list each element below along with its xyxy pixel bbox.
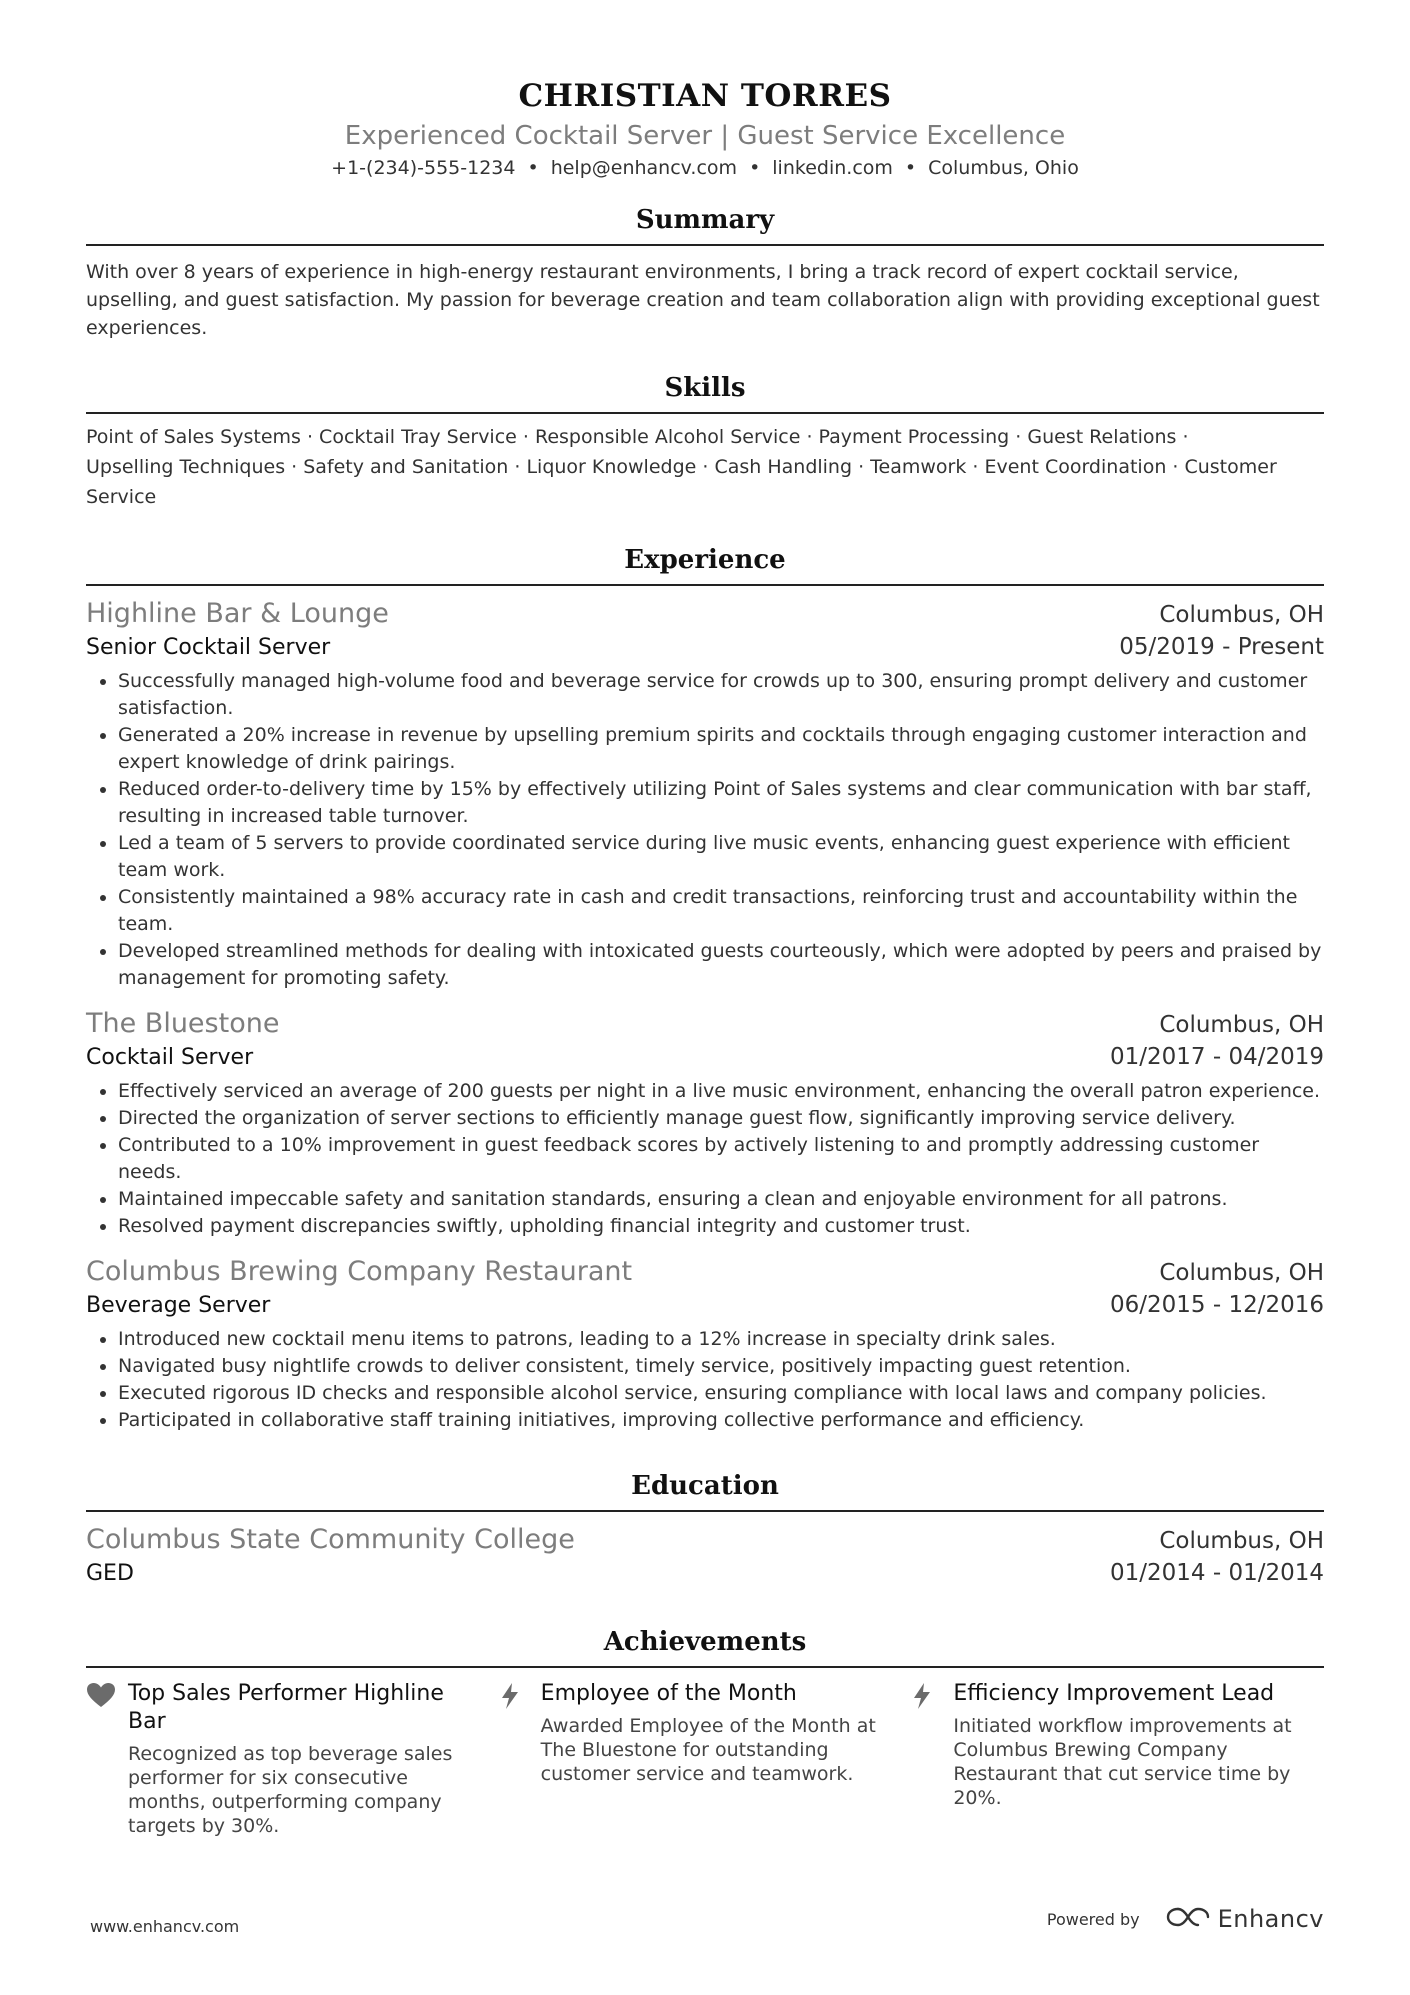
job-role: Beverage Server [86, 1293, 271, 1318]
job-bullet: • Introduced new cocktail menu items to patrons, leading to a 12% increase in specialty drink sales. [118, 1326, 1324, 1353]
section-title-skills: Skills [664, 373, 746, 403]
job-role: Senior Cocktail Server [86, 635, 331, 660]
summary-section [86, 202, 1324, 342]
job-bullets [86, 668, 1324, 992]
job-header [86, 1254, 1324, 1290]
resume-content [86, 0, 1324, 1838]
job-role-row [86, 632, 1324, 664]
job-role-row [86, 1042, 1324, 1074]
education-section [86, 1468, 1324, 1590]
achievement-title: Top Sales Performer Highline Bar [128, 1681, 444, 1734]
job-dates: 06/2015 - 12/2016 [1109, 1292, 1324, 1318]
job-entry [86, 1254, 1324, 1434]
experience-section [86, 542, 1324, 1434]
enhancv-logo-icon [1166, 1905, 1210, 1933]
job-bullet: • Participated in collaborative staff training initiatives, improving collective performance and efficiency. [118, 1407, 1324, 1434]
heart-icon [86, 1680, 128, 1838]
lightning-icon [911, 1680, 953, 1838]
contact-phone: +1-(234)-555-1234 [331, 157, 516, 179]
powered-by-label: Powered by [1046, 1909, 1140, 1929]
achievement-item [499, 1680, 912, 1838]
achievement-description: Awarded Employee of the Month at The Bluestone for outstanding customer service and teamwork. [540, 1715, 876, 1785]
skills-list [86, 422, 1324, 512]
job-bullets [86, 1326, 1324, 1434]
job-bullet: • Successfully managed high-volume food and beverage service for crowds up to 300, ensuring prompt delivery and customer satisfaction. [118, 668, 1324, 722]
achievement-title: Employee of the Month [540, 1681, 797, 1706]
job-bullet: • Navigated busy nightlife crowds to deliver consistent, timely service, positively impacting guest retention. [118, 1353, 1324, 1380]
job-role: Cocktail Server [86, 1045, 254, 1070]
job-company: The Bluestone [86, 1008, 280, 1039]
footer-website[interactable]: www.enhancv.com [90, 1917, 240, 1936]
brand-name: Enhancv [1217, 1905, 1324, 1933]
job-location: Columbus, OH [1159, 602, 1324, 628]
summary-text: With over 8 years of experience in high-energy restaurant environments, I bring a track record of expert cocktail service, upselling, and guest satisfaction. My passion for beverage creation and team collaboration align with providing exceptional guest experiences. [86, 261, 1320, 339]
separator-dot: • [749, 157, 761, 179]
education-school: Columbus State Community College [86, 1524, 575, 1555]
skills-line: Upselling Techniques · Safety and Sanitation · Liquor Knowledge · Cash Handling · Teamwork · Event Coordination · Customer Service [86, 456, 1277, 508]
achievement-item [86, 1680, 499, 1838]
section-divider [86, 1666, 1324, 1668]
job-role-row [86, 1290, 1324, 1322]
achievement-body [953, 1680, 1300, 1838]
job-location: Columbus, OH [1159, 1012, 1324, 1038]
section-title-education: Education [631, 1471, 779, 1501]
job-bullet: • Effectively serviced an average of 200 guests per night in a live music environment, enhancing the overall patron experience. [118, 1078, 1324, 1105]
achievement-body [541, 1680, 888, 1838]
job-dates: 01/2017 - 04/2019 [1109, 1044, 1324, 1070]
achievements-section [86, 1624, 1324, 1838]
job-bullet: • Reduced order-to-delivery time by 15% by effectively utilizing Point of Sales systems and clear communication with bar staff, resulting in increased table turnover. [118, 776, 1324, 830]
separator-dot: • [527, 157, 539, 179]
contact-line [86, 154, 1324, 182]
achievement-item [911, 1680, 1324, 1838]
job-bullet: • Maintained impeccable safety and sanitation standards, ensuring a clean and enjoyable environment for all patrons. [118, 1186, 1324, 1213]
separator-dot: • [904, 157, 917, 179]
education-entry [86, 1522, 1324, 1590]
achievement-description: Initiated workflow improvements at Columbus Brewing Company Restaurant that cut service time by 20%. [953, 1715, 1292, 1809]
education-header [86, 1522, 1324, 1558]
job-bullet: • Developed streamlined methods for dealing with intoxicated guests courteously, which were adopted by peers and praised by management for promoting safety. [118, 938, 1324, 992]
skills-section [86, 370, 1324, 512]
candidate-headline: Experienced Cocktail Server | Guest Service Excellence [344, 121, 1066, 151]
education-location: Columbus, OH [1159, 1528, 1324, 1554]
job-bullet: • Directed the organization of server sections to efficiently manage guest flow, significantly improving service delivery. [118, 1105, 1324, 1132]
job-header [86, 1006, 1324, 1042]
education-dates: 01/2014 - 01/2014 [1109, 1560, 1324, 1586]
job-bullet: • Generated a 20% increase in revenue by upselling premium spirits and cocktails through engaging customer interaction and expert knowledge of drink pairings. [118, 722, 1324, 776]
job-location: Columbus, OH [1159, 1260, 1324, 1286]
job-bullets [86, 1078, 1324, 1240]
section-divider [86, 412, 1324, 414]
contact-location: Columbus, Ohio [928, 157, 1079, 179]
job-company: Highline Bar & Lounge [86, 598, 389, 629]
job-company: Columbus Brewing Company Restaurant [86, 1256, 633, 1287]
job-bullet: • Executed rigorous ID checks and responsible alcohol service, ensuring compliance with local laws and company policies. [118, 1380, 1324, 1407]
section-title-summary: Summary [635, 205, 775, 235]
job-entry [86, 1006, 1324, 1240]
achievement-title: Efficiency Improvement Lead [953, 1681, 1275, 1706]
footer-branding [1047, 1905, 1324, 1933]
achievement-description: Recognized as top beverage sales performer for six consecutive months, outperforming company targets by 30%. [128, 1743, 453, 1837]
contact-email[interactable]: help@enhancv.com [550, 157, 738, 179]
lightning-icon [499, 1680, 541, 1838]
section-title-achievements: Achievements [603, 1627, 807, 1657]
section-divider [86, 244, 1324, 246]
education-degree-row [86, 1558, 1324, 1590]
job-bullet: • Led a team of 5 servers to provide coordinated service during live music events, enhancing guest experience with efficient team work. [118, 830, 1324, 884]
job-bullet: • Consistently maintained a 98% accuracy rate in cash and credit transactions, reinforcing trust and accountability within the team. [118, 884, 1324, 938]
section-divider [86, 584, 1324, 586]
contact-linkedin[interactable]: linkedin.com [772, 157, 893, 179]
achievements-list [86, 1680, 1324, 1838]
resume-header [86, 0, 1324, 182]
education-degree: GED [86, 1561, 134, 1586]
section-title-experience: Experience [624, 545, 786, 575]
candidate-name: CHRISTIAN TORRES [518, 78, 892, 114]
section-divider [86, 1510, 1324, 1512]
achievement-body [128, 1680, 475, 1838]
skills-line: Point of Sales Systems · Cocktail Tray Service · Responsible Alcohol Service · Payment Processing · Guest Relations · [86, 426, 1189, 448]
job-entry [86, 596, 1324, 992]
job-bullet: • Contributed to a 10% improvement in guest feedback scores by actively listening to and promptly addressing customer needs. [118, 1132, 1324, 1186]
job-header [86, 596, 1324, 632]
job-dates: 05/2019 - Present [1119, 634, 1324, 660]
job-bullet: • Resolved payment discrepancies swiftly, upholding financial integrity and customer trust. [118, 1213, 1324, 1240]
